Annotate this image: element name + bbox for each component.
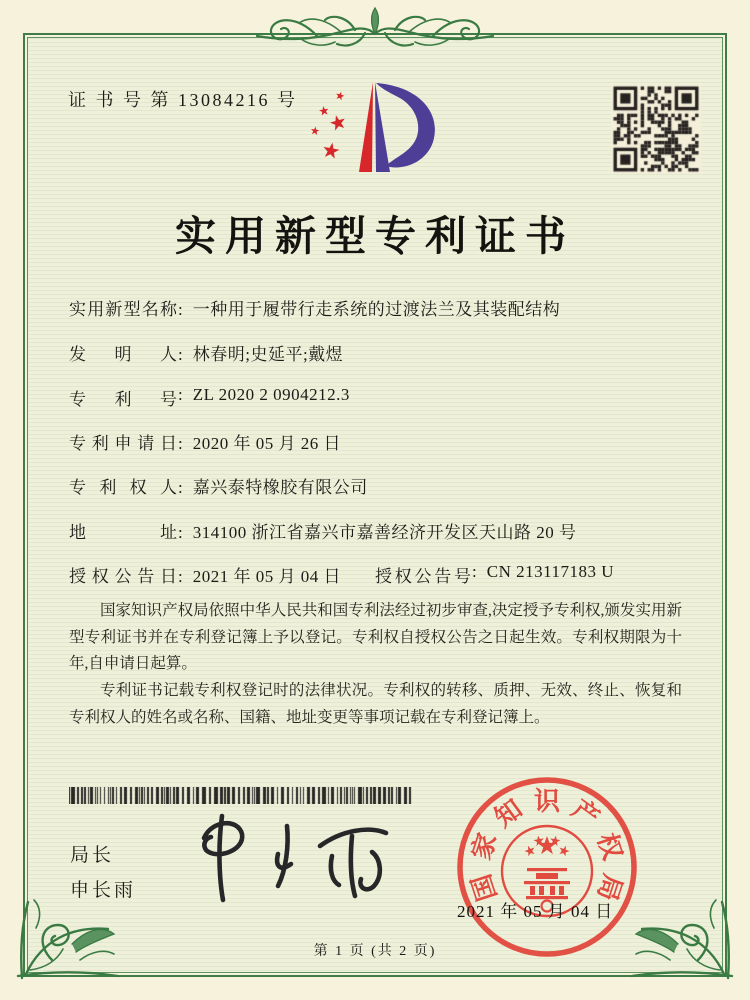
- certificate-number: 证 书 号 第 13084216 号: [68, 90, 298, 110]
- field-label: 授权公告日: [69, 567, 177, 586]
- seal-ring-char: 产: [566, 794, 605, 833]
- field-value: 嘉兴泰特橡胶有限公司: [192, 478, 368, 497]
- colon: :: [178, 523, 183, 542]
- field-label: 专利号: [69, 390, 177, 409]
- officer-title: 局长: [70, 845, 115, 866]
- field-value: ZL 2020 2 0904212.3: [192, 385, 350, 404]
- field-value: 2021 年 05 月 04 日: [192, 567, 341, 586]
- field-value: 林春明;史延平;戴煜: [192, 345, 344, 364]
- logo-star-icon: [311, 127, 319, 136]
- colon: :: [178, 385, 183, 404]
- field-value: 314100 浙江省嘉兴市嘉善经济开发区天山路 20 号: [192, 523, 577, 542]
- field-label: 发明人: [69, 345, 177, 364]
- logo-star-icon: [319, 106, 328, 115]
- colon: :: [178, 567, 183, 586]
- field-row-patent-no: [69, 385, 350, 410]
- legal-text: [69, 598, 682, 731]
- seal-ring-char: 家: [466, 829, 503, 864]
- seal-star-icon: [552, 837, 560, 845]
- field-row-grant-no: [375, 562, 614, 587]
- legal-paragraph-2: 专利证书记载专利权登记时的法律状况。专利权的转移、质押、无效、终止、恢复和专利权人的姓名或名称、国籍、地址变更等事项记载在专利登记簿上。: [69, 681, 682, 726]
- officer-block: [70, 838, 136, 908]
- page-number: 第 1 页 (共 2 页): [313, 944, 437, 959]
- seal-ring-char: 国: [466, 870, 503, 905]
- field-row-name: [69, 295, 560, 320]
- field-value: 2020 年 05 月 26 日: [192, 434, 341, 453]
- field-label: 地址: [69, 523, 177, 542]
- colon: :: [472, 562, 477, 581]
- field-row-patentee: [69, 473, 368, 498]
- logo-star-icon: [336, 92, 344, 101]
- seal-star-icon: [535, 837, 543, 845]
- officer-name: 申长雨: [70, 880, 137, 902]
- top-border-flourish-icon: [255, 6, 495, 58]
- field-row-filing-date: [69, 429, 341, 454]
- field-label: 授权公告号: [375, 567, 471, 586]
- seal-ring-char: 局: [591, 870, 628, 905]
- seal-ring-char: 知: [489, 794, 528, 833]
- director-signature: [192, 806, 404, 908]
- colon: :: [178, 300, 183, 319]
- qr-code: [611, 84, 701, 174]
- seal-ring-char: 识: [533, 786, 560, 816]
- logo-star-icon: [324, 143, 340, 159]
- certificate-title: 实用新型专利证书: [175, 213, 575, 259]
- seal-date: 2021 年 05 月 04 日: [457, 902, 614, 921]
- seal-star-icon: [561, 847, 568, 855]
- colon: :: [178, 345, 183, 364]
- legal-paragraph-1: 国家知识产权局依照中华人民共和国专利法经过初步审查,决定授予专利权,颁发实用新型专利证书并在专利登记簿上予以登记。专利权自授权公告之日起生效。专利权期限为十年,自申请日起算。: [69, 602, 682, 673]
- field-value: 一种用于履带行走系统的过渡法兰及其装配结构: [192, 300, 561, 319]
- field-label: 专利申请日: [69, 434, 177, 453]
- colon: :: [178, 478, 183, 497]
- field-value: CN 213117183 U: [486, 562, 614, 581]
- field-label: 实用新型名称: [69, 300, 177, 319]
- field-row-inventors: [69, 340, 343, 365]
- logo-star-icon: [330, 115, 345, 130]
- colon: :: [178, 434, 183, 453]
- barcode: [69, 787, 414, 804]
- field-label: 专利权人: [69, 478, 177, 497]
- cnipa-logo-icon: [300, 70, 455, 188]
- official-seal: [452, 772, 642, 962]
- seal-ring-char: 权: [591, 829, 628, 864]
- field-row-address: [69, 518, 576, 543]
- seal-star-icon: [526, 847, 533, 855]
- field-row-grant: [69, 562, 614, 587]
